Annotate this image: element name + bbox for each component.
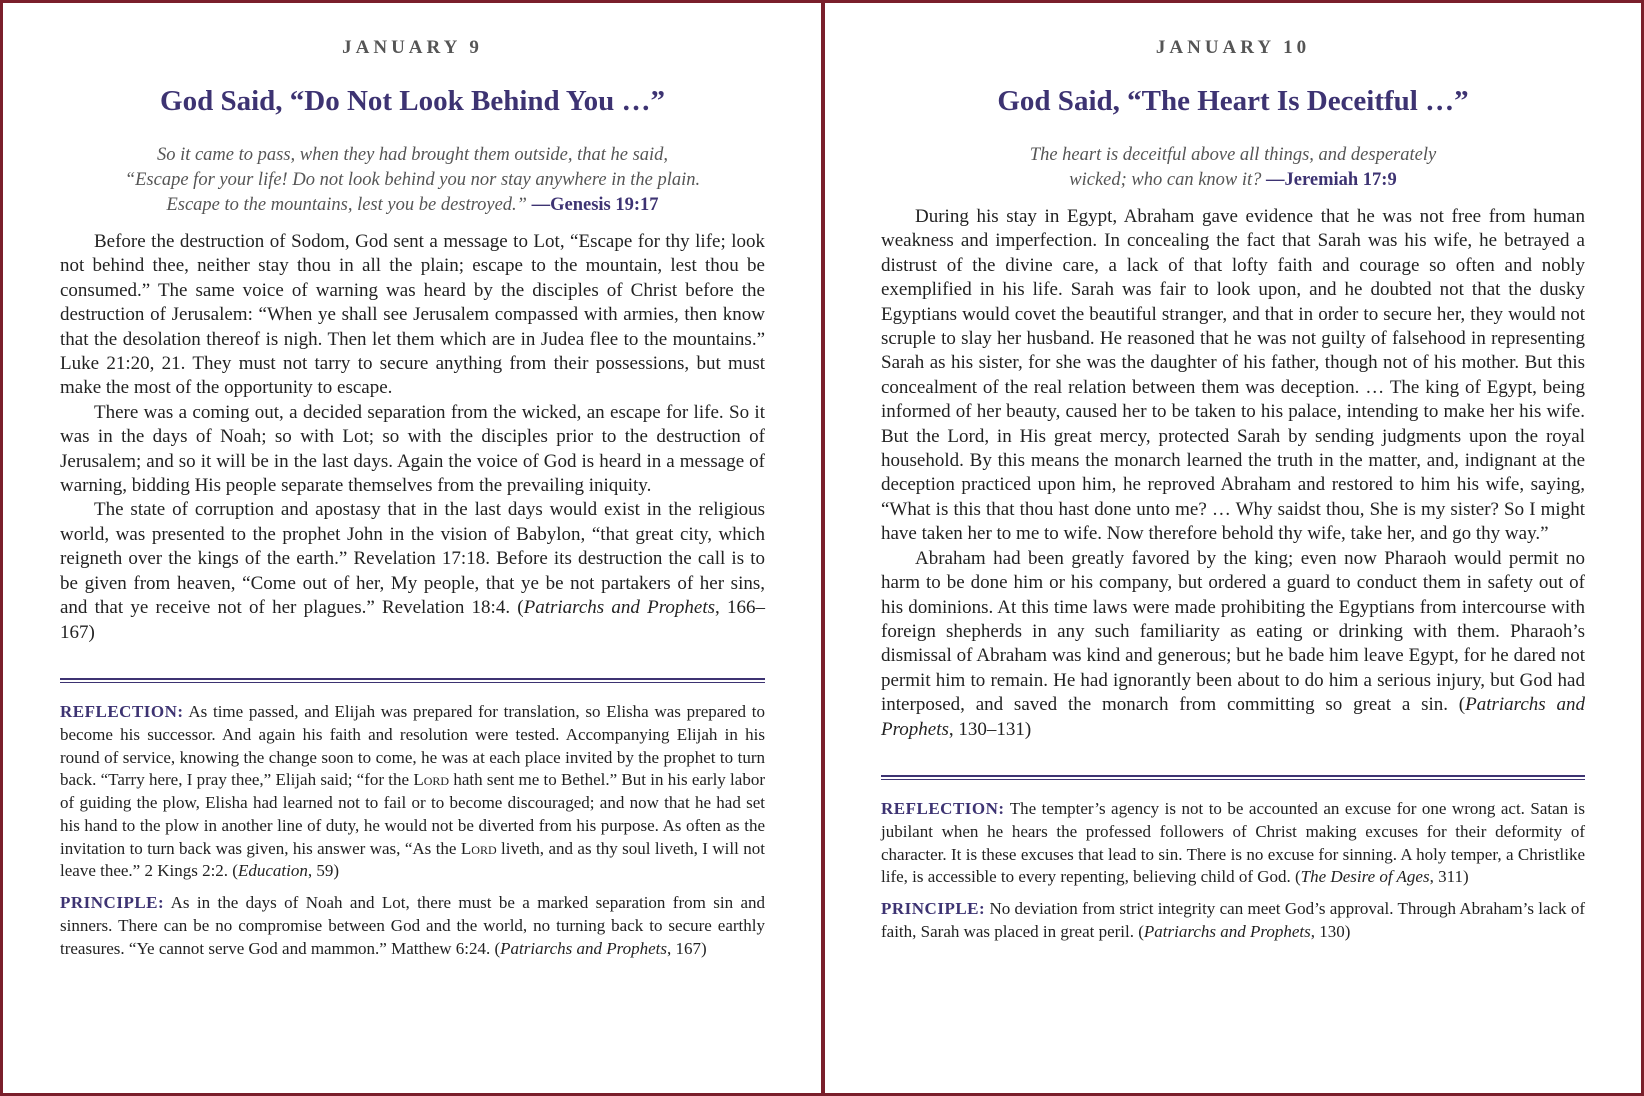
principle [60, 892, 765, 960]
source-pages: , 59) [307, 861, 340, 881]
source-title: Patriarchs and Prophets [1143, 921, 1311, 941]
page-date: JANUARY 9 [342, 37, 483, 58]
page-date: JANUARY 10 [1155, 37, 1311, 58]
lord-smallcaps: Lord [460, 838, 497, 858]
reflection-text: liveth, and as thy soul liveth, I will not leave thee.” 2 Kings 2:2. ( [60, 838, 765, 881]
reflection [881, 798, 1585, 889]
source-title: The Desire of Ages [1300, 867, 1430, 887]
source-pages: , 166–167) [60, 597, 766, 643]
epigraph-text: wicked; who can know it? [1069, 170, 1262, 190]
section-divider [881, 775, 1585, 780]
source-title: Patriarchs and Prophets [523, 597, 716, 619]
right-page [823, 0, 1644, 1096]
principle-label: PRINCIPLE: [881, 899, 986, 919]
page-title: God Said, “Do Not Look Behind You …” [160, 85, 665, 117]
epigraph [881, 143, 1585, 193]
source-pages: , 311) [1429, 867, 1469, 887]
reflection-text: The tempter’s agency is not to be accounted an excuse for one wrong act. Satan is jubilant when he hears the professed followers of Christ making excuses for their deformity of character. It is these excuses that lead to sin. There is no excuse for sinning. A holy temper, a Christlike life, is accessible to every repenting, believing child of God. ( [881, 798, 1585, 887]
notes-section [881, 798, 1585, 944]
principle [881, 898, 1585, 944]
devotional-body [60, 230, 765, 645]
principle-text: As in the days of Noah and Lot, there must be a marked separation from sin and sinners. There can be no compromise between God and the world, no turning back to secure earthly treasures. “Ye cannot serve God and mammon.” Matthew 6:24. ( [60, 893, 765, 958]
scripture-reference: —Genesis 19:17 [531, 195, 659, 215]
source-pages: , 130) [1310, 921, 1351, 941]
source-pages: , 130–131) [948, 718, 1032, 740]
epigraph-line [60, 193, 765, 218]
body-paragraph [881, 547, 1585, 742]
lord-smallcaps: Lord [413, 770, 450, 790]
page-title: God Said, “The Heart Is Deceitful …” [997, 85, 1469, 117]
scripture-reference: —Jeremiah 17:9 [1266, 170, 1397, 190]
source-title: Patriarchs and Prophets [881, 694, 1585, 740]
body-paragraph: During his stay in Egypt, Abraham gave evidence that he was not free from human weakness and imperfection. In concealing the fact that Sarah was his wife, he betrayed a distrust of the divine care, a lack of that lofty faith and courage so often and nobly exemplified in his life. Sarah was fair to look upon, and he doubted not that the dusky Egyptians would covet the beautiful stranger, and that in order to secure her, they would not scruple to slay her husband. He reasoned that he was not guilty of falsehood in representing Sarah as his sister, for she was the daughter of his father, though not of his mother. But this concealment of the real relation between them was deception. … The king of Egypt, being informed of her beauty, caused her to be taken to his palace, intending to make her his wife. But the Lord, in His great mercy, protected Sarah by sending judgments upon the royal household. By this means the monarch learned the truth in the matter, and, indignant at the deception practiced upon him, he reproved Abraham and restored to him his wife, saying, “What is this that thou hast done unto me? … Why saidst thou, She is my sister? So I might have taken her to me to wife. Now therefore behold thy wife, take her, and go thy way.” [881, 206, 1585, 545]
principle-label: PRINCIPLE: [60, 893, 165, 913]
source-pages: , 167) [667, 938, 707, 958]
body-paragraph: Before the destruction of Sodom, God sent a message to Lot, “Escape for thy life; look not behind thee, neither stay thou in all the plain; escape to the mountain, lest thou be consumed.” The same voice of warning was heard by the disciples of Christ before the destruction of Jerusalem: “When ye shall see Jerusalem compassed with armies, then know that the desolation thereof is nigh. Then let them which are in Judea flee to the mountains.” Luke 21:20, 21. They must not tarry to secure anything from their possessions, but must make the most of the opportunity to escape. [60, 231, 765, 399]
source-title: Education [237, 861, 308, 881]
epigraph-line: So it came to pass, when they had brought them outside, that he said, [156, 145, 669, 165]
reflection-label: REFLECTION: [881, 798, 1005, 818]
epigraph-line [881, 168, 1585, 193]
reflection-text: hath sent me to Bethel.” But in his early labor of guiding the plow, Elisha had learned not to fail or to become discouraged; and now that he had set his hand to the plow in another line of duty, he would not be diverted from his purpose. As often as the invitation to turn back was given, his answer was, “As the [60, 770, 765, 858]
reflection-label: REFLECTION: [60, 701, 184, 721]
paragraph-text: The state of corruption and apostasy that in the last days would exist in the religious world, was presented to the prophet John in the vision of Babylon, “that great city, which reigneth over the kings of the earth.” Revelation 17:18. Before its destruction the call is to be given from heaven, “Come out of her, My people, that ye be not partakers of her sins, and that ye receive not of her plagues.” Revelation 18:4. ( [60, 499, 765, 619]
section-divider [60, 678, 765, 683]
body-paragraph [60, 498, 765, 644]
paragraph-text: Abraham had been greatly favored by the king; even now Pharaoh would permit no harm to be done him or his company, but ordered a guard to conduct them in safety out of his dominions. At this time laws were made prohibiting the Egyptians from intercourse with foreign shepherds in any such familiarity as eating or drinking with them. Pharaoh’s dismissal of Abraham was kind and generous; but he bade him leave Egypt, for he dared not permit him to remain. He had ignorantly been about to do him a serious injury, but God had interposed, and saved the monarch from committing so great a sin. ( [881, 547, 1585, 716]
reflection [60, 701, 765, 883]
principle-text: No deviation from strict integrity can meet God’s approval. Through Abraham’s lack of faith, Sarah was placed in great peril. ( [881, 899, 1585, 941]
source-title: Patriarchs and Prophets [500, 938, 668, 958]
reflection-text: As time passed, and Elijah was prepared for translation, so Elisha was prepared to become his successor. And again his faith and resolution were tested. Accompanying Elijah in his round of service, knowing the change soon to come, he was at each place invited by the prophet to turn back. “Tarry here, I pray thee,” Elijah said; “for the [60, 701, 765, 790]
epigraph-text: Escape to the mountains, lest you be destroyed.” [166, 195, 527, 215]
epigraph [60, 143, 765, 218]
devotional-body [881, 205, 1585, 742]
epigraph-line: The heart is deceitful above all things, and desperately [1029, 145, 1437, 165]
epigraph-line: “Escape for your life! Do not look behind you nor stay anywhere in the plain. [124, 170, 701, 190]
notes-section [60, 701, 765, 961]
body-paragraph: There was a coming out, a decided separation from the wicked, an escape for life. So it was in the days of Noah; so with Lot; so with the disciples prior to the destruction of Jerusalem; and so it will be in the last days. Again the voice of God is heard in a message of warning, bidding His people separate themselves from the prevailing iniquity. [60, 401, 765, 497]
